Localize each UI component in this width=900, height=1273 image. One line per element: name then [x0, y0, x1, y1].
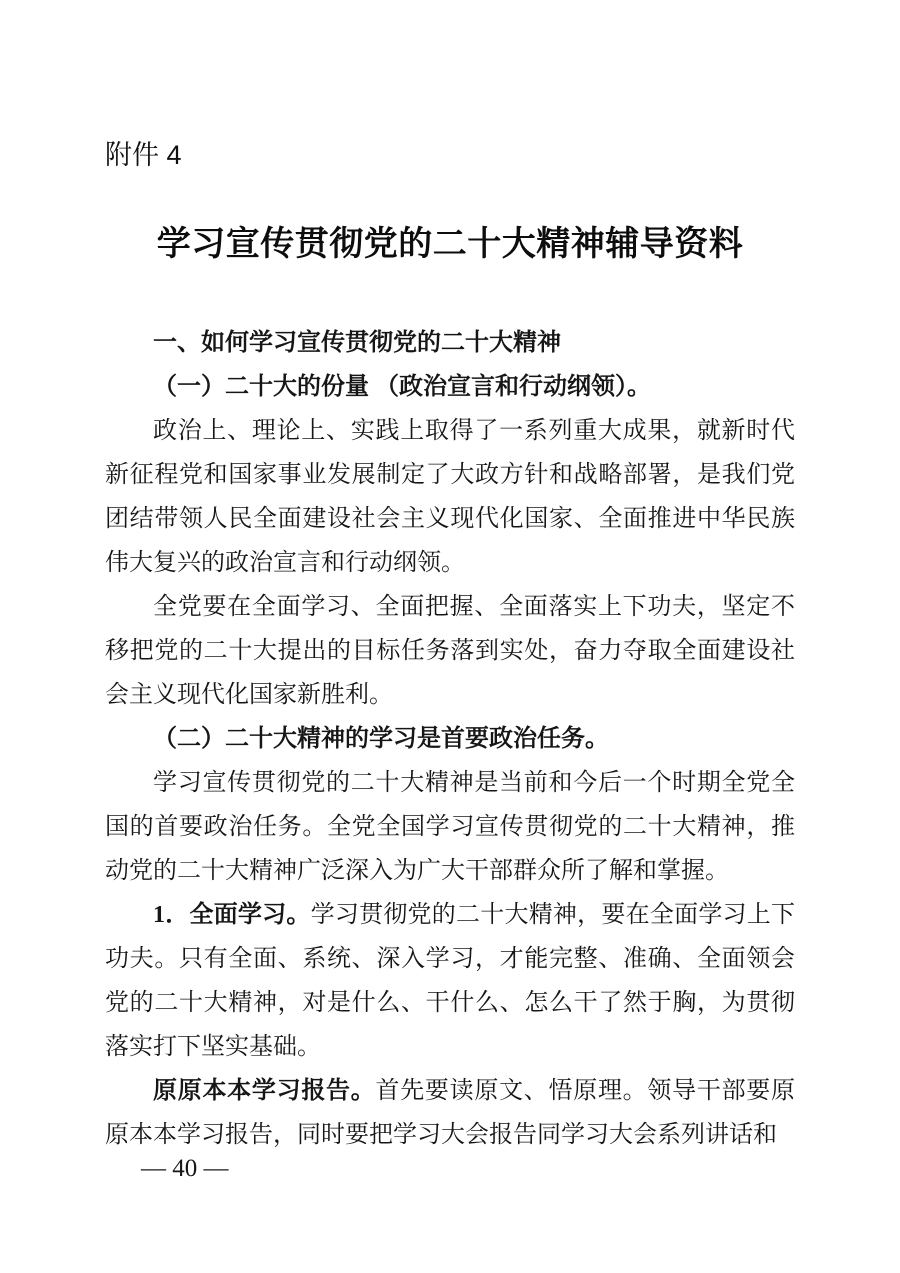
document-title: 学习宣传贯彻党的二十大精神辅导资料 — [156, 226, 744, 263]
paragraph-4-text: 学习贯彻党的二十大精神，要在全面学习上下功夫。只有全面、系统、深入学习，才能完整、准确、全面领会党的二十大精神，对是什么、干什么、怎么干了然于胸，为贯彻落实打下坚实基础。 — [105, 902, 796, 1060]
section-heading-1: 一、如何学习宣传贯彻党的二十大精神 — [153, 329, 561, 356]
paragraph-5-lead: 原原本本学习报告。 — [153, 1078, 376, 1104]
subsection-heading-1-2: （二）二十大精神的学习是首要政治任务。 — [153, 726, 609, 752]
paragraph-5-text: 首先要读原文、悟原理。领导干部要原原本本学习报告，同时要把学习大会报告同学习大会系列讲话和 — [105, 1078, 796, 1148]
page-number: — 40 — — [141, 1155, 229, 1182]
paragraph-4 — [105, 893, 795, 1069]
document-body — [105, 321, 795, 1157]
paragraph-1: 政治上、理论上、实践上取得了一系列重大成果，就新时代新征程党和国家事业发展制定了大政方针和战略部署，是我们党团结带领人民全面建设社会主义现代化国家、全面推进中华民族伟大复兴的政治宣言和行动纲领。 — [105, 418, 795, 576]
paragraph-5 — [105, 1069, 795, 1157]
subsection-heading-1-1: （一）二十大的份量 （政治宣言和行动纲领）。 — [153, 374, 651, 400]
paragraph-4-lead: 1．全面学习。 — [153, 902, 311, 928]
attachment-label: 附件 4 — [105, 140, 182, 170]
paragraph-3: 学习宣传贯彻党的二十大精神是当前和今后一个时期全党全国的首要政治任务。全党全国学习宣传贯彻党的二十大精神，推动党的二十大精神广泛深入为广大干部群众所了解和掌握。 — [105, 770, 795, 884]
paragraph-2: 全党要在全面学习、全面把握、全面落实上下功夫，坚定不移把党的二十大提出的目标任务落到实处，奋力夺取全面建设社会主义现代化国家新胜利。 — [105, 594, 795, 708]
